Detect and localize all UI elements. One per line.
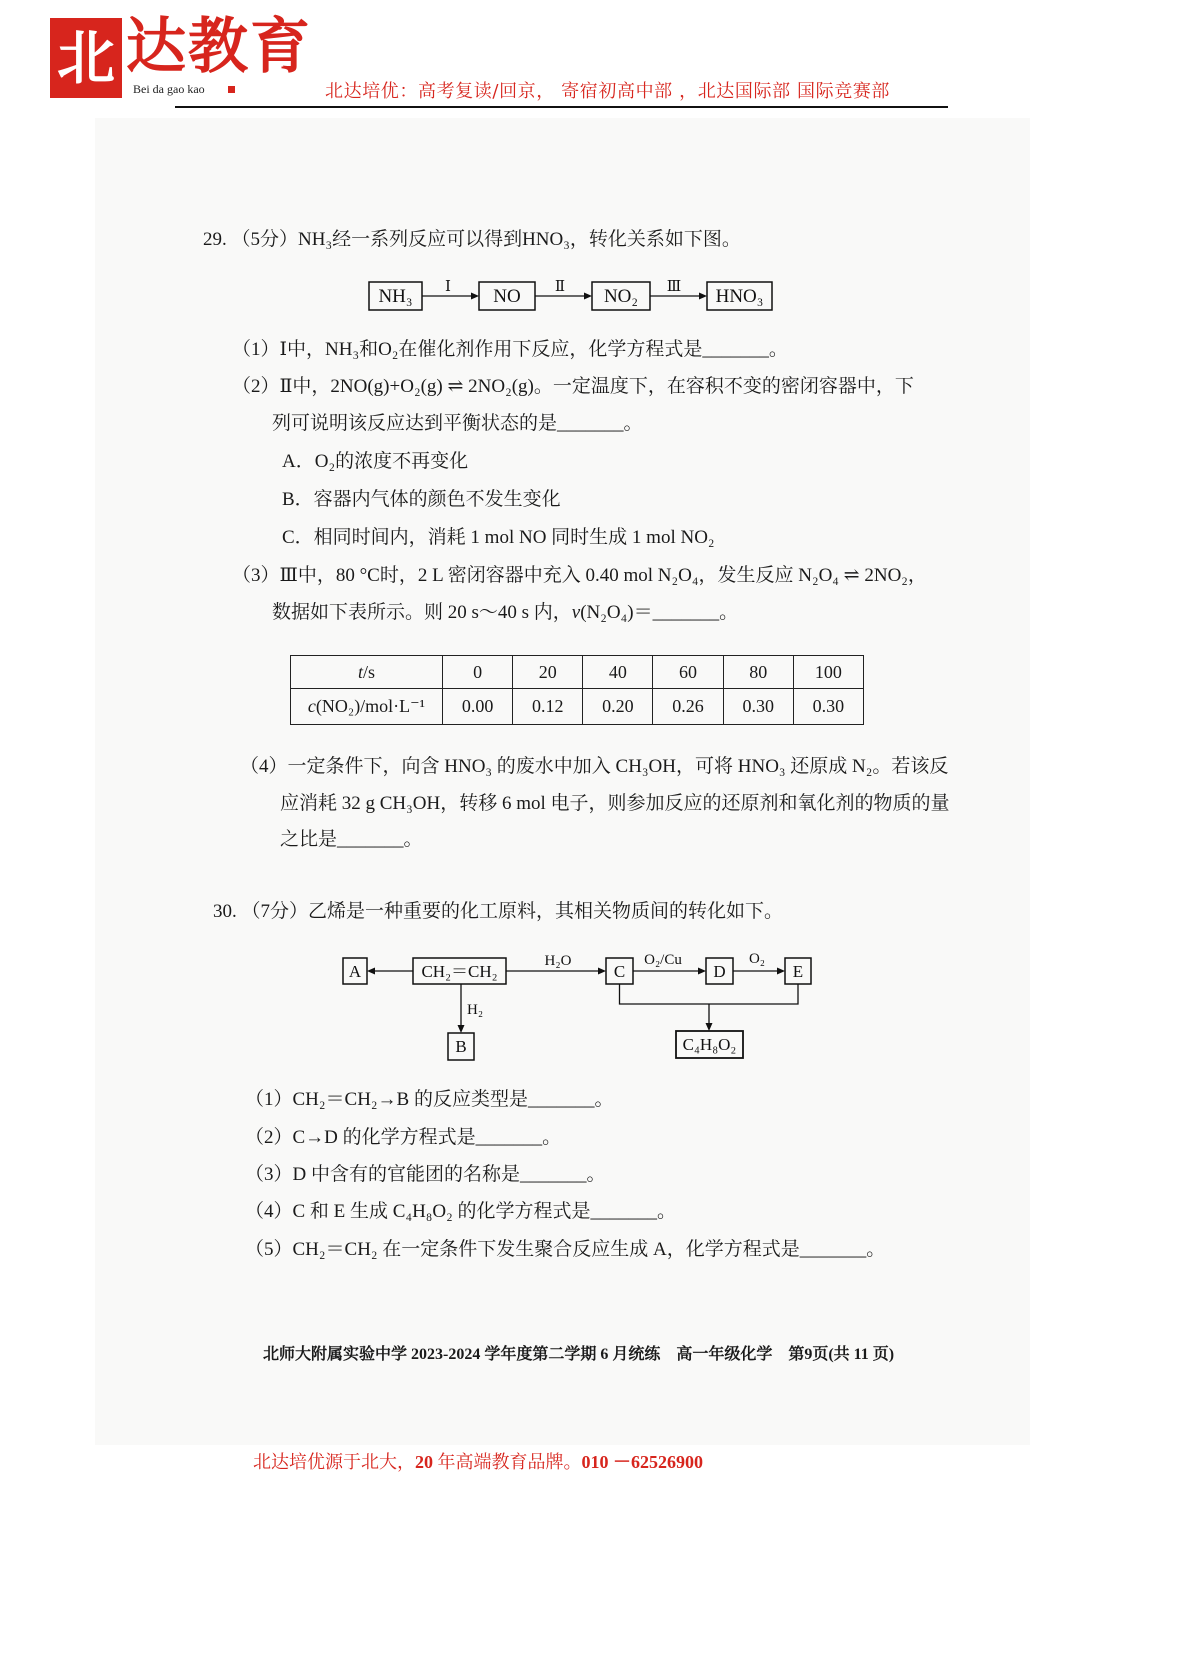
promo-part3: 年高端教育品牌。 (433, 1452, 582, 1472)
arrowhead-to-c (598, 968, 606, 975)
q29-part3-line2 (272, 601, 738, 625)
table-cell: 0.30 (793, 689, 863, 725)
q30-stem: 30. （7分）乙烯是一种重要的化工原料，其相关物质间的转化如下。 (213, 901, 784, 922)
table-cell: 0.00 (443, 689, 513, 725)
table-cell: 20 (513, 656, 583, 689)
time-var: t (357, 661, 363, 682)
arrowhead-to-d (698, 968, 706, 975)
label-ethylene: CH₂＝CH₂ (421, 962, 498, 981)
promo-line (253, 1450, 703, 1474)
logo-name: 达教育 (126, 12, 312, 82)
table-cell: 0.20 (583, 689, 653, 725)
conc-unit: (NO₂)/mol·L⁻¹ (315, 696, 426, 716)
q30-part3: （3）D 中含有的官能团的名称是_______。 (245, 1164, 606, 1185)
q30-part4: （4）C 和 E 生成 C₄H₈O₂ 的化学方程式是_______。 (245, 1201, 677, 1222)
q29-part4-line1: （4）一定条件下，向含 HNO₃ 的废水中加入 CH₃OH，可将 HNO₃ 还原成 N₂。若该反 (240, 756, 949, 777)
label-a: A (348, 962, 362, 981)
q29-part2-line1: （2）Ⅱ中，2NO(g)+O₂(g) ⇌ 2NO₂(g)。一定温度下，在容积不变的密闭容器中，下 (232, 376, 914, 397)
header-tagline: 北达培优：高考复读/回京， 寄宿初高中部 ，北达国际部 国际竞赛部 (325, 81, 891, 102)
q29-part1: （1）Ⅰ中，NH₃和O₂在催化剂作用下反应，化学方程式是_______。 (232, 339, 788, 360)
q29-option-a: A．O₂的浓度不再变化 (282, 451, 469, 472)
q29-part4-line2: 应消耗 32 g CH₃OH，转移 6 mol 电子，则参加反应的还原剂和氧化剂的物质的量 (280, 793, 950, 814)
q29-part3-line1: （3）Ⅲ中，80 °C时，2 L 密闭容器中充入 0.40 mol N₂O₄，发生反应 N₂O₄ ⇌ 2NO₂， (232, 565, 927, 586)
arrowhead-to-ester (706, 1023, 713, 1031)
flow-step-2: Ⅱ (554, 279, 566, 295)
label-b: B (455, 1037, 467, 1056)
table-cell: 40 (583, 656, 653, 689)
flow-node-hno3: HNO₃ (715, 286, 764, 307)
q29-part3-line2-before: 数据如下表所示。则 20 s～40 s 内， (272, 602, 572, 623)
label-e: E (792, 962, 804, 981)
rate-variable: v (571, 602, 581, 623)
logo-dot (228, 86, 235, 93)
flow-step-1: Ⅰ (445, 279, 451, 295)
table-cell: 60 (653, 656, 723, 689)
logo-pinyin: Bei da gao kao (133, 82, 205, 96)
reagent-o2: O₂ (748, 951, 766, 967)
q30-part5: （5）CH₂＝CH₂ 在一定条件下发生聚合反应生成 A，化学方程式是_______。 (245, 1239, 886, 1260)
label-c: C (613, 962, 626, 981)
arrowhead-to-a (367, 968, 375, 975)
promo-part1: 北达培优源于北大， (253, 1452, 415, 1472)
q30-part1: （1）CH₂＝CH₂→B 的反应类型是_______。 (245, 1089, 614, 1110)
page-footer: 北师大附属实验中学 2023-2024 学年度第二学期 6 月统练 高一年级化学 第9页(共 11 页) (263, 1346, 895, 1363)
flow-step-3: Ⅲ (666, 279, 682, 295)
q29-option-c: C．相同时间内，消耗 1 mol NO 同时生成 1 mol NO₂ (282, 527, 715, 548)
nh3-conversion-diagram (360, 272, 780, 318)
arrowhead-to-e (777, 968, 785, 975)
ethylene-conversion-diagram (330, 945, 830, 1070)
promo-phone: 010 －62526900 (581, 1452, 703, 1472)
reagent-h2: H₂ (467, 1002, 484, 1018)
label-d: D (713, 962, 726, 981)
q29-stem: 29. （5分）NH₃经一系列反应可以得到HNO₃，转化关系如下图。 (203, 229, 741, 250)
reagent-water: H₂O (544, 953, 572, 969)
q29-part4-line3: 之比是_______。 (280, 829, 423, 850)
time-header (291, 656, 443, 689)
flow-arrowhead-3 (699, 293, 707, 300)
reagent-o2-cu: O₂/Cu (644, 952, 682, 968)
header-divider (175, 106, 948, 108)
conc-var: c (307, 696, 316, 716)
q30-part2: （2）C→D 的化学方程式是_______。 (245, 1127, 562, 1148)
table-cell: 0.26 (653, 689, 723, 725)
table-cell: 100 (793, 656, 863, 689)
q29-part2-line2: 列可说明该反应达到平衡状态的是_______。 (272, 413, 643, 434)
label-ester: C₄H₈O₂ (682, 1035, 737, 1054)
connector-c-e (620, 984, 799, 1004)
time-unit: /s (363, 661, 376, 682)
q29-part3-line2-after: (N₂O₄)＝_______。 (580, 602, 739, 623)
flow-node-nh3: NH₃ (378, 286, 413, 307)
promo-years: 20 (415, 1452, 433, 1472)
table-cell: 0 (443, 656, 513, 689)
flow-node-no2: NO₂ (603, 286, 639, 307)
no2-concentration-table (290, 655, 864, 725)
arrowhead-to-b (458, 1025, 465, 1033)
q29-option-b: B．容器内气体的颜色不发生变化 (282, 489, 561, 510)
flow-arrowhead-1 (471, 293, 479, 300)
table-row-concentration (291, 689, 864, 725)
flow-node-no: NO (493, 286, 521, 307)
flow-arrowhead-2 (584, 293, 592, 300)
table-cell: 80 (723, 656, 793, 689)
table-row-time (291, 656, 864, 689)
table-cell: 0.30 (723, 689, 793, 725)
table-cell: 0.12 (513, 689, 583, 725)
logo-mark: 北 (50, 18, 122, 98)
concentration-header (291, 689, 443, 725)
